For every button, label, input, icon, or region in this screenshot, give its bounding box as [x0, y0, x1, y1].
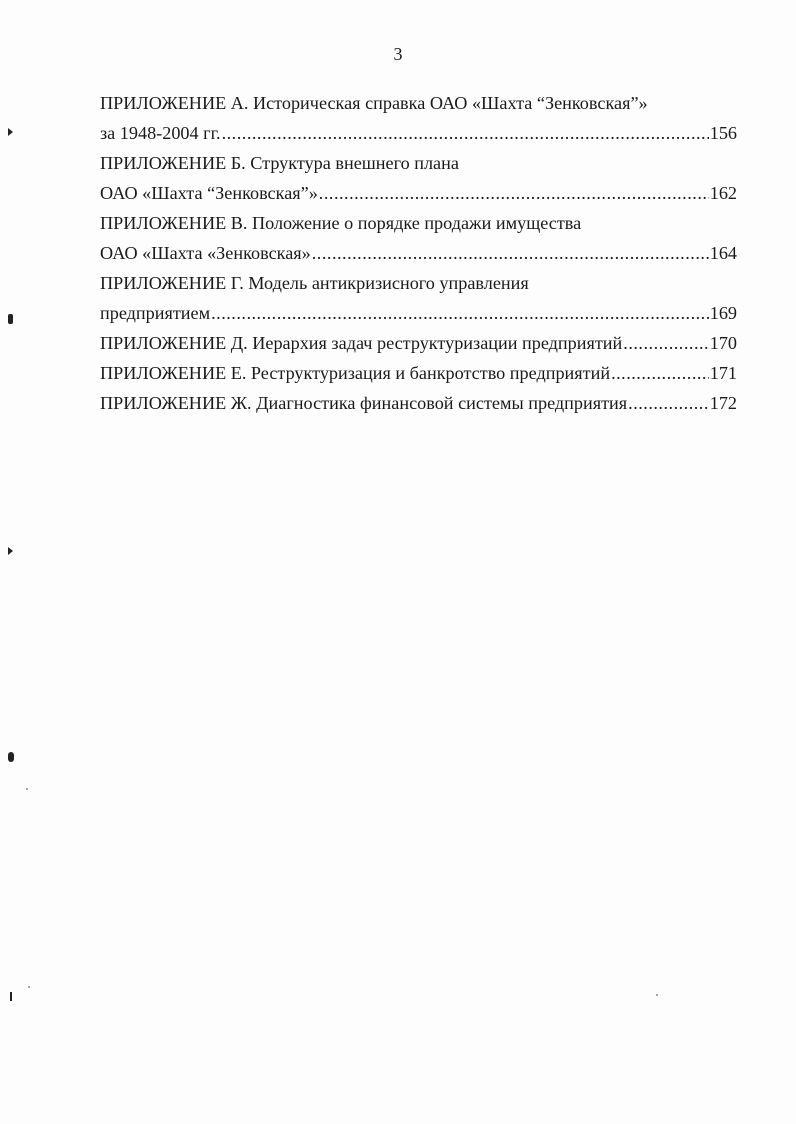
toc-page-number: 162	[709, 183, 737, 203]
toc-entry-title: ПРИЛОЖЕНИЕ А. Историческая справка ОАО «Шахта “Зенковская”»	[100, 93, 648, 113]
toc-entry-text: предприятием	[100, 303, 211, 323]
scan-speck	[26, 788, 28, 790]
toc-entry-leader-line	[100, 298, 737, 328]
dot-leader	[623, 328, 708, 358]
toc-entry-text: ОАО «Шахта «Зенковская»	[100, 243, 311, 263]
toc-entry-appendix-d[interactable]	[100, 328, 737, 358]
toc-entry-title: ПРИЛОЖЕНИЕ Г. Модель антикризисного управления	[100, 273, 529, 293]
dot-leader	[611, 358, 709, 388]
toc-entry-leader-line	[100, 388, 737, 418]
toc-entry-appendix-e[interactable]	[100, 358, 737, 388]
binding-mark	[10, 992, 12, 1001]
dot-leader	[222, 118, 709, 148]
binding-mark	[8, 547, 13, 555]
dot-leader	[312, 238, 709, 268]
dot-leader	[628, 388, 709, 418]
toc-entry-leader-line	[100, 178, 737, 208]
dot-leader	[211, 298, 709, 328]
binding-mark	[8, 752, 14, 762]
dot-leader	[319, 178, 709, 208]
toc-entry-appendix-v[interactable]	[100, 208, 737, 268]
toc-entry-leader-line	[100, 328, 737, 358]
toc-page-number: 164	[709, 243, 737, 263]
toc-entry-leader-line	[100, 238, 737, 268]
toc-entry-text: ПРИЛОЖЕНИЕ Е. Реструктуризация и банкротство предприятий	[100, 363, 611, 383]
toc-entry-title: ПРИЛОЖЕНИЕ В. Положение о порядке продажи имущества	[100, 213, 582, 233]
page-number: 3	[393, 44, 403, 64]
toc-entry-leader-line	[100, 358, 737, 388]
toc-page-number: 171	[709, 363, 737, 383]
toc-entry-text: ПРИЛОЖЕНИЕ Ж. Диагностика финансовой системы предприятия	[100, 393, 628, 413]
toc-entry-appendix-g[interactable]	[100, 268, 737, 328]
toc-entry-appendix-a[interactable]	[100, 88, 737, 148]
scan-speck	[28, 986, 30, 988]
table-of-contents	[100, 88, 737, 418]
binding-mark	[8, 314, 13, 324]
binding-mark	[8, 128, 13, 136]
toc-entry-leader-line	[100, 118, 737, 148]
toc-entry-title: ПРИЛОЖЕНИЕ Б. Структура внешнего плана	[100, 153, 459, 173]
toc-page-number: 169	[709, 303, 737, 323]
toc-entry-appendix-zh[interactable]	[100, 388, 737, 418]
toc-entry-appendix-b[interactable]	[100, 148, 737, 208]
toc-page-number: 170	[709, 333, 737, 353]
toc-page-number: 156	[709, 123, 737, 143]
toc-entry-text: за 1948-2004 гг.	[100, 123, 221, 143]
toc-entry-text: ОАО «Шахта “Зенковская”»	[100, 183, 318, 203]
toc-entry-text: ПРИЛОЖЕНИЕ Д. Иерархия задач реструктуризации предприятий	[100, 333, 623, 353]
toc-page-number: 172	[709, 393, 737, 413]
scan-speck	[656, 994, 658, 996]
